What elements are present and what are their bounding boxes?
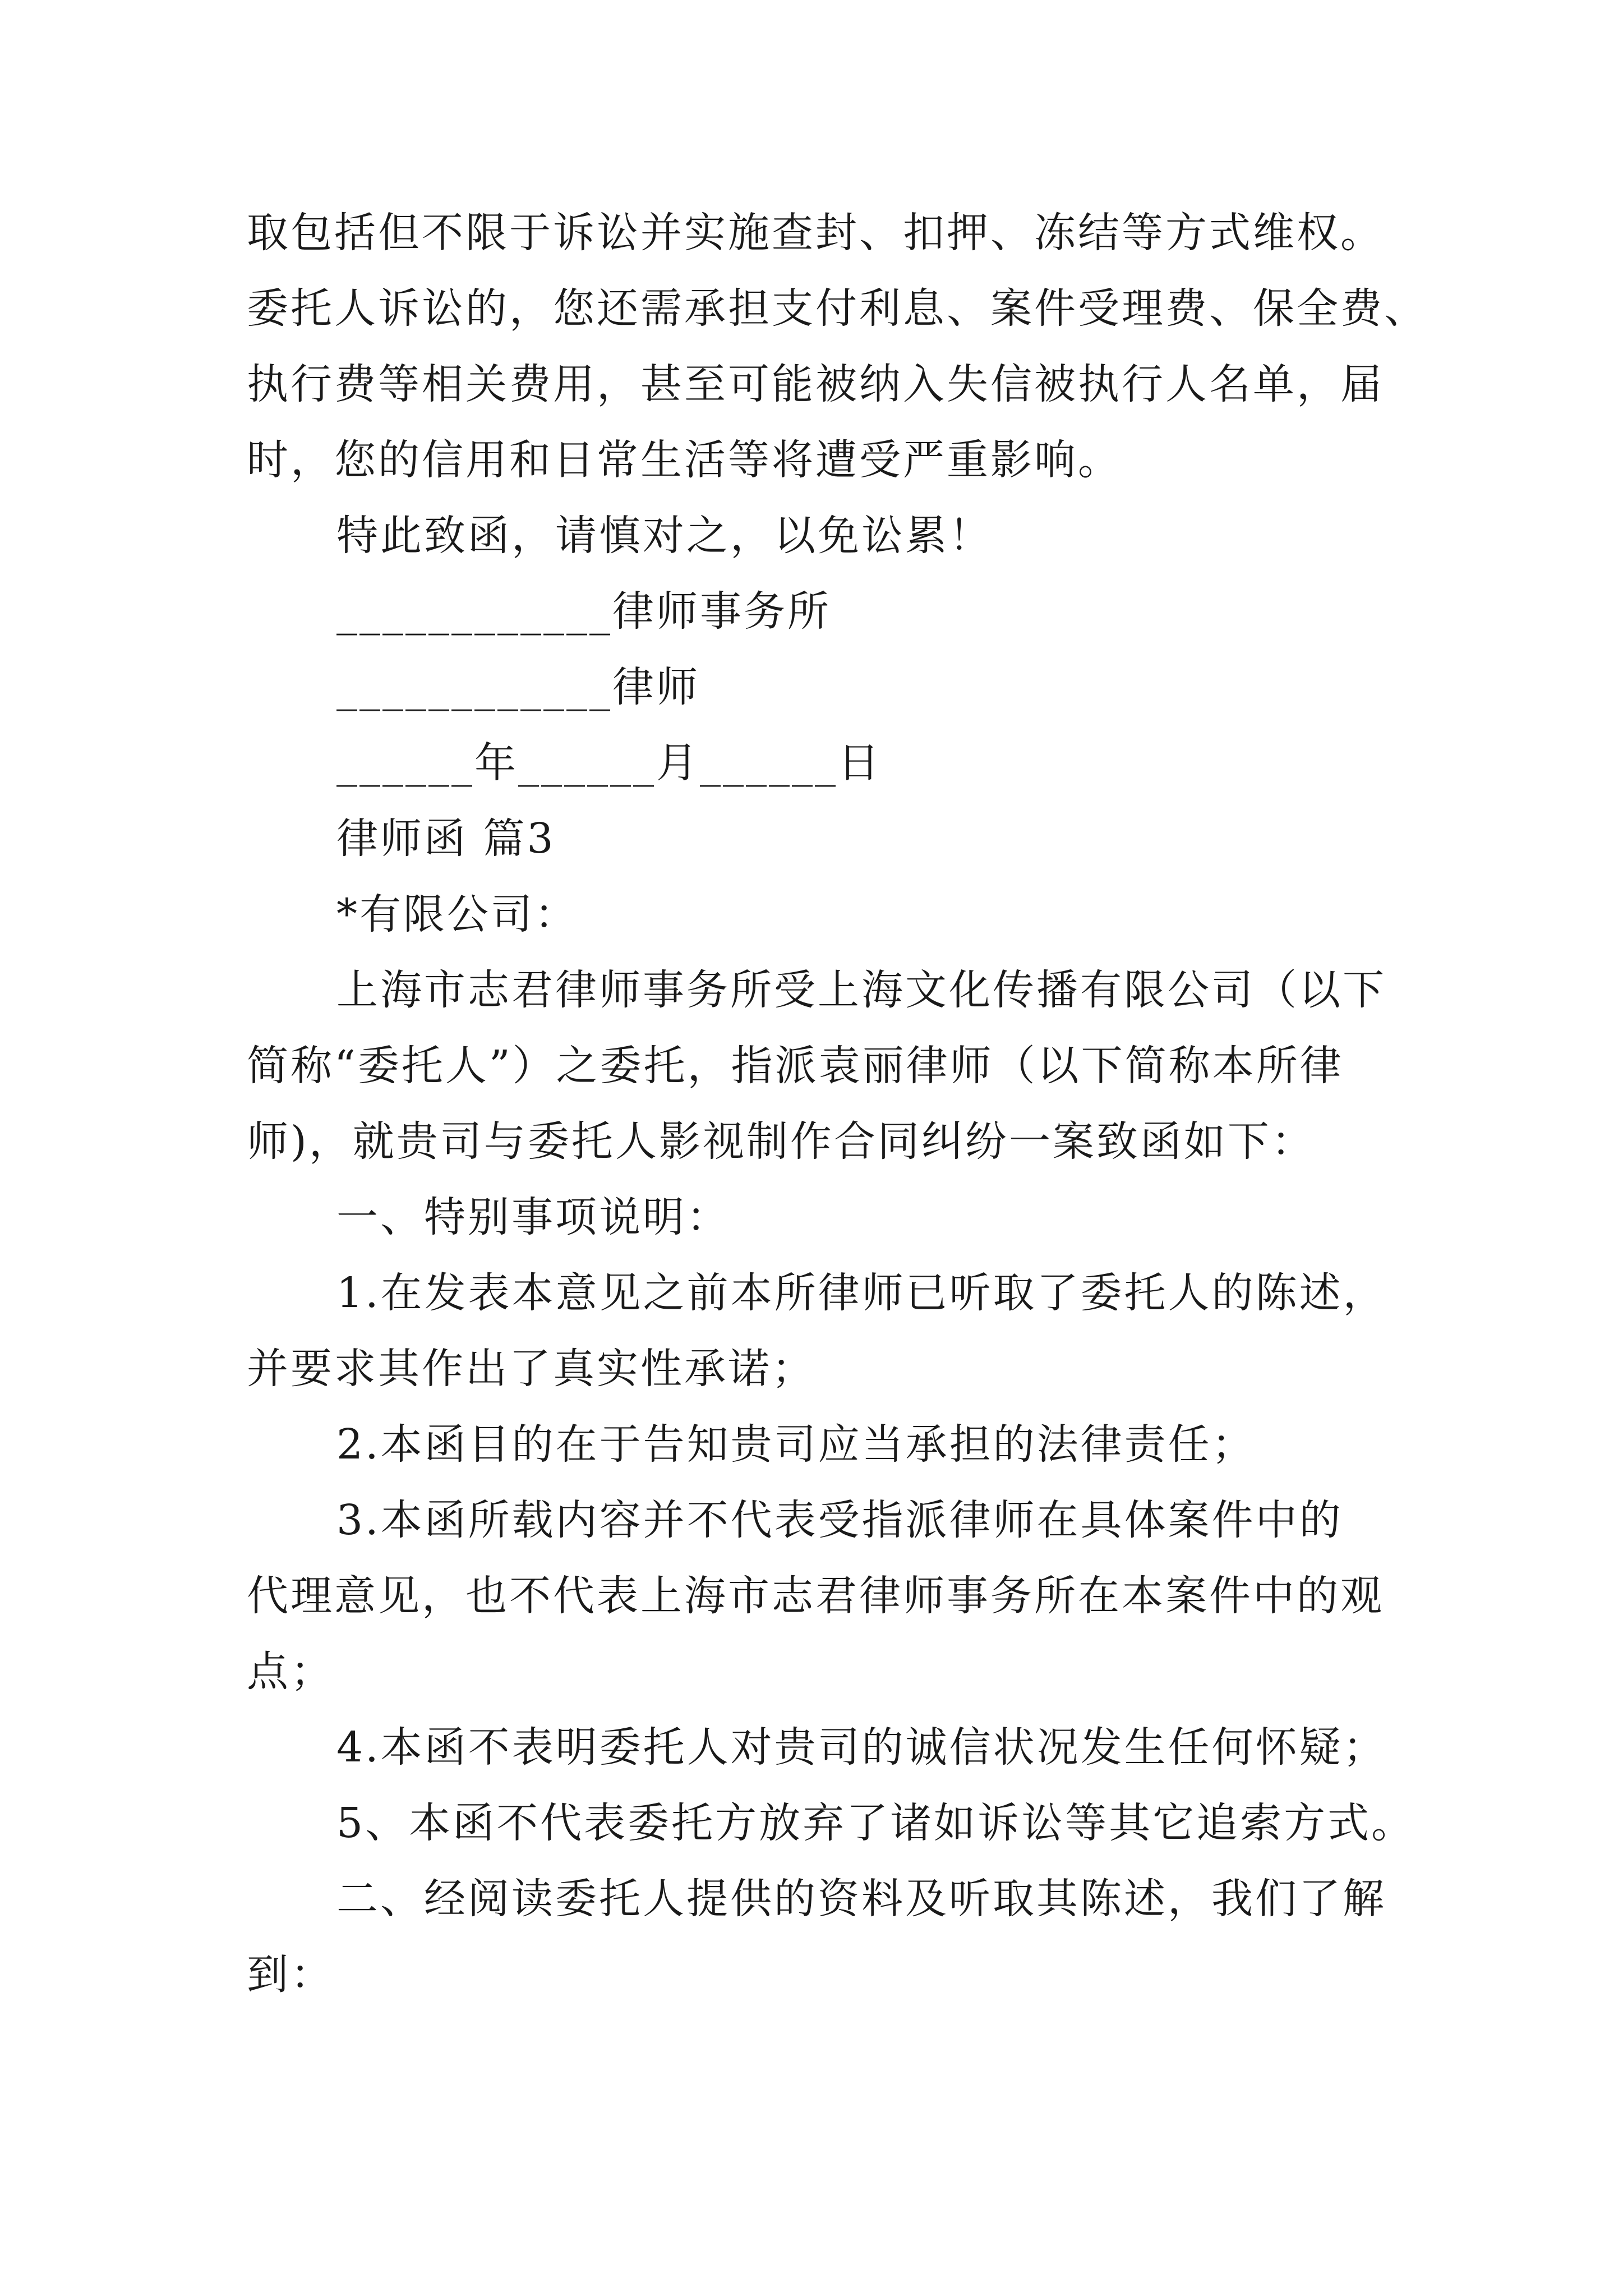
body-line: 到： — [247, 1950, 334, 1999]
list-item-continuation: 代理意见，也不代表上海市志君律师事务所在本案件中的观 — [247, 1572, 1384, 1620]
body-line: 执行费等相关费用，甚至可能被纳入失信被执行人名单，届 — [247, 360, 1384, 408]
list-item: 5、本函不代表委托方放弃了诸如诉讼等其它追索方式。 — [336, 1799, 1415, 1847]
body-line: 委托人诉讼的，您还需承担支付利息、案件受理费、保全费、 — [247, 284, 1428, 333]
section-title: 律师函 篇3 — [336, 815, 556, 863]
list-item-continuation: 点； — [247, 1648, 334, 1696]
body-line: 师)，就贵司与委托人影视制作合同纠纷一案致函如下： — [247, 1117, 1315, 1166]
list-item-continuation: 并要求其作出了真实性承诺； — [247, 1345, 815, 1393]
body-line: 取包括但不限于诉讼并实施查封、扣押、冻结等方式维权。 — [247, 209, 1384, 257]
signature-lawyer: ____________律师 — [336, 663, 700, 711]
signature-date: ______年______月______日 — [336, 739, 882, 787]
list-item: 2.本函目的在于告知贵司应当承担的法律责任； — [336, 1420, 1256, 1469]
heading-line: 二、经阅读委托人提供的资料及听取其陈述，我们了解 — [336, 1875, 1386, 1923]
body-line: 时，您的信用和日常生活等将遭受严重影响。 — [247, 436, 1122, 484]
list-item: 4.本函不表明委托人对贵司的诚信状况发生任何怀疑； — [336, 1723, 1387, 1772]
closing-line: 特此致函，请慎对之，以免讼累！ — [336, 512, 993, 560]
heading-line: 一、特别事项说明： — [336, 1193, 730, 1241]
addressee: *有限公司： — [336, 890, 578, 938]
body-line: 简称“委托人”）之委托，指派袁丽律师（以下简称本所律 — [247, 1042, 1344, 1090]
list-item: 1.在发表本意见之前本所律师已听取了委托人的陈述， — [336, 1269, 1387, 1317]
body-line: 上海市志君律师事务所受上海文化传播有限公司（以下 — [336, 966, 1386, 1014]
signature-firm: ____________律师事务所 — [336, 587, 831, 636]
list-item: 3.本函所载内容并不代表受指派律师在具体案件中的 — [336, 1496, 1343, 1544]
